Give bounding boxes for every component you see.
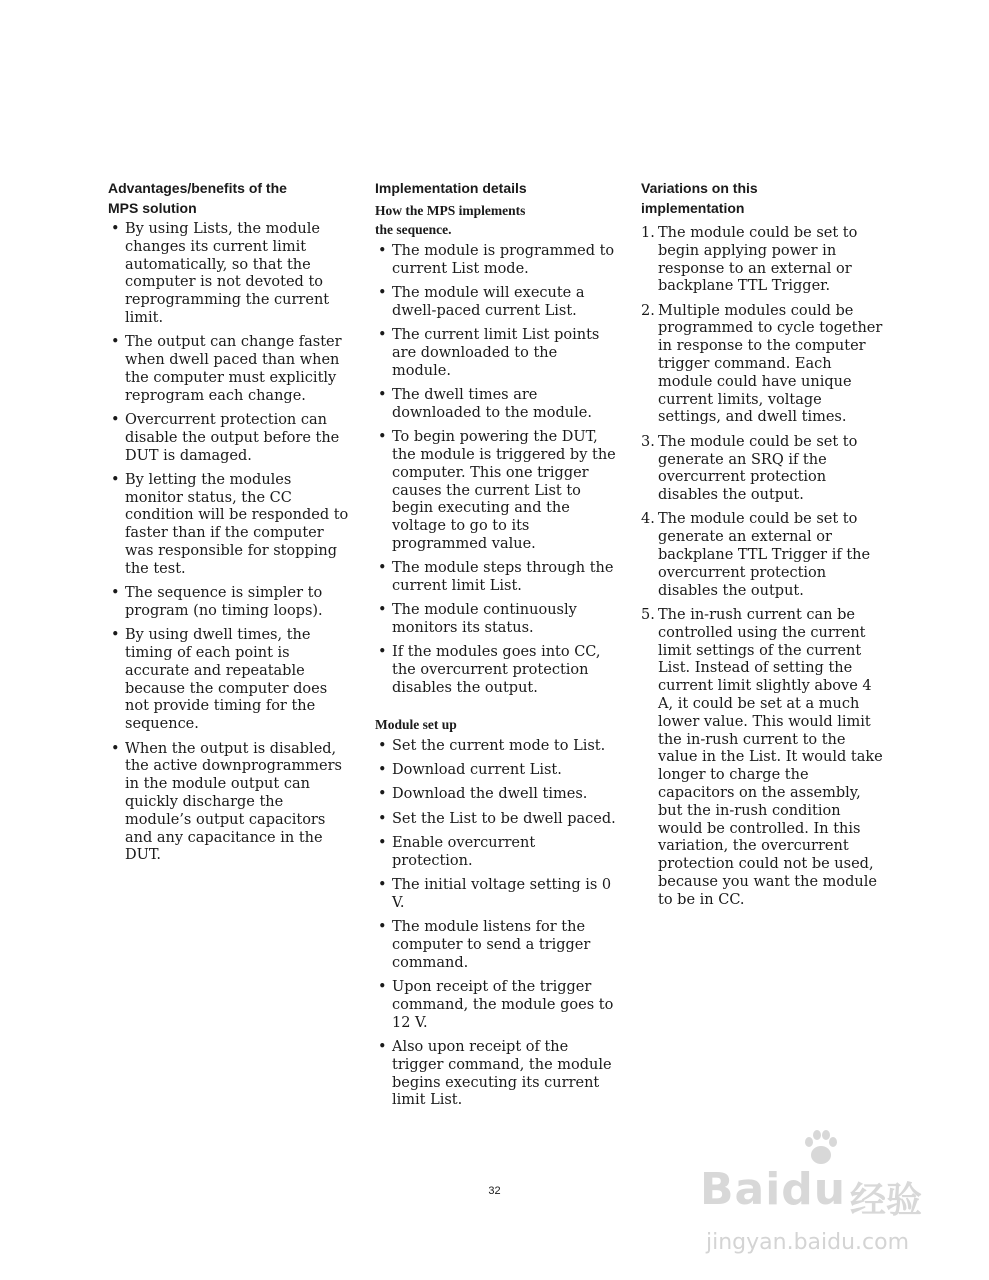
list-item: • The module steps through the current limit List. <box>378 560 614 595</box>
variations-heading: Variations on this implementation <box>641 180 758 216</box>
implementation-column <box>375 178 620 1117</box>
advantages-column <box>108 178 353 872</box>
list-item: 1. The module could be set to begin applying power in response to an external or backplane TTL Trigger. <box>641 225 858 295</box>
list-item: • Also upon receipt of the trigger command, the module begins executing its current limit List. <box>378 1038 612 1109</box>
watermark-brand: Baidu <box>700 1164 847 1215</box>
variations-list <box>641 225 886 909</box>
list-item: • The output can change faster when dwell paced than when the computer must explicitly reprogram each change. <box>111 334 342 404</box>
baidu-watermark <box>700 1128 950 1268</box>
list-item: • To begin powering the DUT, the module is triggered by the computer. This one trigger causes the current List to begin executing and the voltage to go to its programmed value. <box>378 429 616 552</box>
list-item: 2. Multiple modules could be programmed to cycle together in response to the computer trigger command. Each module could have unique current limits, voltage settings, and dwell times. <box>641 302 883 426</box>
list-item: • By using dwell times, the timing of each point is accurate and repeatable because the computer does not provide timing for the sequence. <box>111 627 328 733</box>
list-item: • If the modules goes into CC, the overcurrent protection disables the output. <box>378 644 601 697</box>
list-item: 4. The module could be set to generate an external or backplane TTL Trigger if the overcurrent protection disables the output. <box>641 511 871 599</box>
list-item: • Overcurrent protection can disable the output before the DUT is damaged. <box>111 411 340 464</box>
list-item: • The sequence is simpler to program (no timing loops). <box>111 585 323 619</box>
list-item: • The current limit List points are downloaded to the module. <box>378 327 600 379</box>
list-item: • Set the List to be dwell paced. <box>378 810 616 827</box>
setup-list <box>375 738 620 1110</box>
list-item: • The dwell times are downloaded to the module. <box>378 387 592 421</box>
list-item: • The module listens for the computer to send a trigger command. <box>378 919 591 971</box>
advantages-heading: Advantages/benefits of the MPS solution <box>108 180 287 216</box>
list-item: • When the output is disabled, the active downprogrammers in the module output can quickly discharge the module’s output capacitors and any capacitance in the DUT. <box>111 740 342 864</box>
paw-logo-icon <box>800 1128 840 1168</box>
implementation-heading: Implementation details <box>375 180 527 196</box>
list-item: • Set the current mode to List. <box>378 737 606 754</box>
advantages-list <box>108 221 353 865</box>
sequence-list <box>375 243 620 698</box>
list-item: • The initial voltage setting is 0 V. <box>378 877 612 911</box>
list-item: 3. The module could be set to generate an SRQ if the overcurrent protection disables the output. <box>641 433 858 504</box>
variations-column <box>641 178 886 916</box>
page-number: 32 <box>488 1185 501 1197</box>
setup-subheading: Module set up <box>375 716 457 732</box>
watermark-url: jingyan.baidu.com <box>706 1230 910 1255</box>
list-item: • By using Lists, the module changes its current limit automatically, so that the computer is not devoted to reprogramming the current limit. <box>111 221 330 326</box>
list-item: • Download the dwell times. <box>378 786 588 803</box>
list-item: • Download current List. <box>378 762 562 779</box>
list-item: 5. The in-rush current can be controlled using the current limit settings of the current List. Instead of setting the current limit slightly above 4 A, it could be set at a much lower value. This would limit the in-rush current to the value in the List. It would take longer to charge the capacitors on the assembly, but the in-rush condition would be controlled. In this variation, the overcurrent protection could not be used, because you want the module to be in CC. <box>641 606 883 908</box>
list-item: • By letting the modules monitor status, the CC condition will be responded to faster than if the computer was responsible for stopping the test. <box>111 471 349 577</box>
list-item: • Enable overcurrent protection. <box>378 835 536 869</box>
list-item: • The module continuously monitors its status. <box>378 602 577 637</box>
sequence-subheading: How the MPS implements the sequence. <box>375 203 526 237</box>
watermark-chinese: 经验 <box>850 1180 923 1221</box>
list-item: • The module is programmed to current List mode. <box>378 243 615 277</box>
list-item: • The module will execute a dwell-paced current List. <box>378 285 585 319</box>
list-item: • Upon receipt of the trigger command, the module goes to 12 V. <box>378 979 614 1031</box>
